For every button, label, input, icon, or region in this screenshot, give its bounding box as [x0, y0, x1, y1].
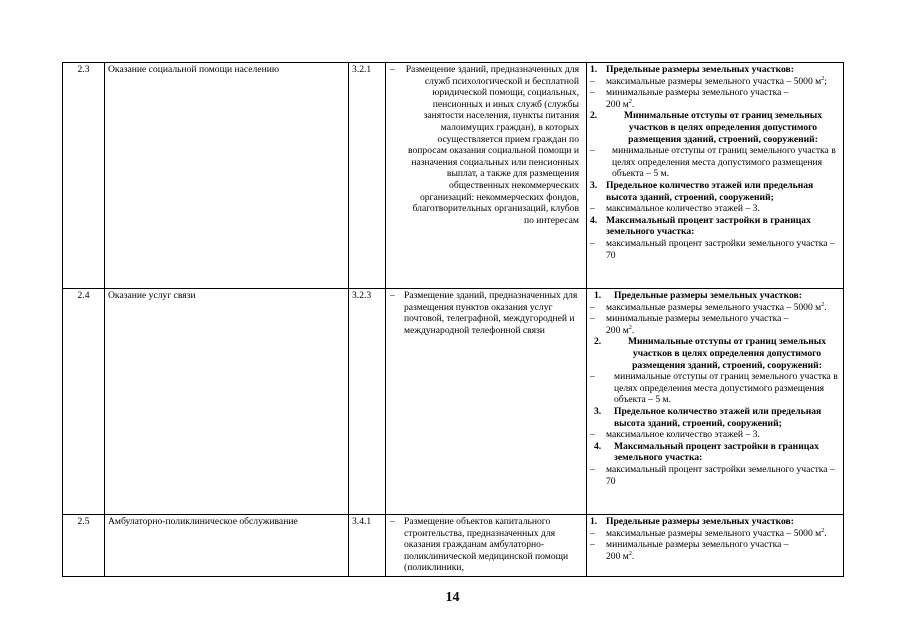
description-text: Размещение зданий, предназначенных для размещения пунктов оказания услуг почтовой, телеграфной, междугородней и международной телефонной связи [404, 290, 578, 336]
use-name: Амбулаторно-поликлиническое обслуживание [105, 515, 349, 577]
description-text: Размещение зданий, предназначенных для служб психологической и бесплатной юридической помощи, социальных, пенсионных и иных служб (службы занятости населения, пункты питания малоимущих граждан), в которых осуществляется прием граждан по вопросам оказания социальной помощи и назначения социальных или пенсионных выплат, а также для размещения общественных некоммерческих организаций: некоммерческих фондов, благотворительных организаций, клубов по интересам [405, 64, 579, 226]
use-code: 3.2.1 [349, 63, 386, 289]
dash-marker: – [390, 290, 395, 301]
param-item: – максимальный процент застройки земельного участка – 70 [590, 463, 835, 487]
use-description [389, 290, 583, 336]
param-item: – минимальные размеры земельного участка – 200 $м^2$. [590, 87, 789, 110]
use-description [389, 64, 583, 226]
param-item: – минимальные отступы от границ земельного участка в целях определения места допустимого размещения объекта – 5 м. [590, 371, 838, 406]
parameters-cell [587, 515, 844, 577]
parameters-cell [587, 289, 844, 515]
param-item: – максимальные размеры земельного участка – 5000 $м^2$. [590, 301, 827, 313]
use-code: 3.2.3 [349, 289, 386, 515]
param-heading: 3. Предельное количество этажей или предельная высота зданий, строений, сооружений; [590, 179, 814, 203]
param-item: – максимальные размеры земельного участка – 5000 $м^2$; [590, 75, 827, 87]
param-heading: 2. Минимальные отступы от границ земельных участков в целях определения допустимого размещения зданий, строений, сооружений: [590, 110, 823, 145]
param-heading: 1. Предельные размеры земельных участков: [590, 516, 794, 527]
param-item: – минимальные отступы от границ земельного участка в целях определения места допустимого размещения объекта – 5 м. [590, 145, 836, 180]
param-heading: 4. Максимальный процент застройки в границах земельного участка: [594, 440, 819, 464]
param-item: – максимальный процент застройки земельного участка – 70 [590, 237, 835, 261]
param-heading: 4. Максимальный процент застройки в границах земельного участка: [590, 214, 811, 238]
row-number: 2.3 [63, 63, 105, 289]
param-item: – минимальные размеры земельного участка – 200 $м^2$. [590, 539, 789, 562]
param-item: – максимальное количество этажей – 3. [590, 203, 760, 215]
param-item: – максимальное количество этажей – 3. [590, 429, 760, 441]
param-item: – минимальные размеры земельного участка – 200 $м^2$. [590, 313, 789, 336]
param-heading: 1. Предельные размеры земельных участков: [594, 290, 802, 301]
param-item: – максимальные размеры земельного участка – 5000 $м^2$. [590, 527, 827, 539]
row-number: 2.4 [63, 289, 105, 515]
dash-marker: – [390, 64, 395, 75]
param-heading: 2. Минимальные отступы от границ земельных участков в целях определения допустимого размещения зданий, строений, сооружений: [594, 336, 827, 371]
use-code: 3.4.1 [349, 515, 386, 577]
use-name: Оказание социальной помощи населению [105, 63, 349, 289]
page-number: 14 [445, 590, 460, 605]
dash-marker: – [390, 516, 395, 527]
description-text: Размещение объектов капитального строительства, предназначенных для оказания гражданам амбулаторно-поликлинической медицинской помощи (поликлиники, [404, 516, 569, 574]
use-description-cell [386, 63, 587, 289]
row-number: 2.5 [63, 515, 105, 577]
param-heading: 1. Предельные размеры земельных участков: [590, 64, 794, 75]
param-heading: 3. Предельное количество этажей или предельная высота зданий, строений, сооружений; [594, 405, 822, 429]
use-name: Оказание услуг связи [105, 289, 349, 515]
use-description-cell [386, 515, 587, 577]
parameters-cell [587, 63, 844, 289]
land-use-table [62, 62, 844, 577]
table-row [63, 63, 844, 289]
use-description-cell [386, 289, 587, 515]
table-row [63, 289, 844, 515]
use-description [389, 516, 583, 574]
table-row [63, 515, 844, 577]
